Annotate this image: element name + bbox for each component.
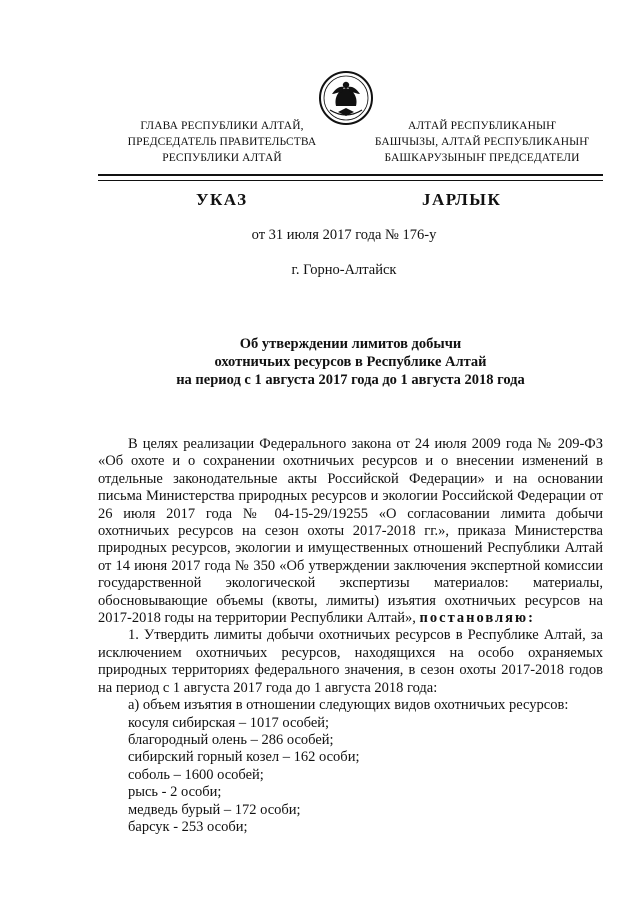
header-left-line: РЕСПУБЛИКИ АЛТАЙ xyxy=(162,152,282,164)
title-line: охотничьих ресурсов в Республике Алтай xyxy=(214,354,487,370)
header-right-line: БАШКАРУЗЫНЫҤ ПРЕДСЕДАТЕЛИ xyxy=(384,152,580,164)
preamble-paragraph xyxy=(98,436,603,627)
decree-title-altai: JАРЛЫК xyxy=(422,190,502,209)
header-left-line: ПРЕДСЕДАТЕЛЬ ПРАВИТЕЛЬСТВА xyxy=(127,136,317,148)
header-left-line: ГЛАВА РЕСПУБЛИКИ АЛТАЙ, xyxy=(140,120,304,132)
species-item: соболь – 1600 особей; xyxy=(128,766,264,783)
decree-date-text: от 31 июля 2017 года № 176-у xyxy=(251,227,437,243)
header-right-line: АЛТАЙ РЕСПУБЛИКАНЫҤ xyxy=(408,120,556,132)
species-item: барсук - 253 особи; xyxy=(128,818,248,835)
point-1-paragraph: 1. Утвердить лимиты добычи охотничьих ресурсов в Республике Алтай, за исключением охотничьих ресурсов, находящихся на особо охраняемых природных территориях федерального значения, в сезон охоты 2017-2018 годов на период с 1 августа 2017 года до 1 августа 2018 года: xyxy=(98,627,603,696)
species-item: косуля сибирская – 1017 особей; xyxy=(128,714,330,731)
header-divider-thick xyxy=(98,174,603,176)
title-line: на период с 1 августа 2017 года до 1 августа 2018 года xyxy=(176,372,525,388)
document-body xyxy=(98,436,603,836)
document-title xyxy=(98,335,603,389)
title-line: Об утверждении лимитов добычи xyxy=(239,336,462,352)
resolve-colon: : xyxy=(528,610,535,627)
subpoint-a: а) объем изъятия в отношении следующих видов охотничьих ресурсов: xyxy=(128,697,569,714)
species-item: сибирский горный козел – 162 особи; xyxy=(128,749,360,766)
header-issuer-altai xyxy=(362,118,602,166)
decree-city-text: г. Горно-Алтайск xyxy=(291,262,397,278)
species-item: медведь бурый – 172 особи; xyxy=(128,801,301,818)
header-right-line: БАШЧЫЗЫ, АЛТАЙ РЕСПУБЛИКАНЫҤ xyxy=(374,136,590,148)
decree-date-number xyxy=(0,227,640,244)
decree-city xyxy=(0,262,640,279)
header-issuer-russian xyxy=(112,118,332,166)
preamble-text: В целях реализации Федерального закона от 24 июля 2009 года № 209-ФЗ «Об охоте и о сохранении охотничьих ресурсов и о внесении изменений в отдельные законодательные акты Российской Федерации» и на основании письма Министерства природных ресурсов и экологии Российской Федерации от 26 июля 2017 года № 04-15-29/19255 «О согласовании лимита добычи охотничьих ресурсов на сезон охоты 2017-2018 гг.», приказа Министерства природных ресурсов, экологии и имущественных отношений Республики Алтай от 14 июня 2017 года № 350 «Об утверждении заключения экспертной комиссии государственной экологической экспертизы материалов: материалы, обосновывающие объемы (квоты, лимиты) изъятия охотничьих ресурсов на 2017-2018 годы на территории Республики Алтай», xyxy=(98,436,603,627)
species-item: рысь - 2 особи; xyxy=(128,784,222,801)
header-divider-thin xyxy=(98,180,603,181)
decree-title-russian: УКАЗ xyxy=(196,190,248,209)
resolve-word: постановляю xyxy=(419,610,529,627)
species-item: благородный олень – 286 особей; xyxy=(128,731,334,748)
